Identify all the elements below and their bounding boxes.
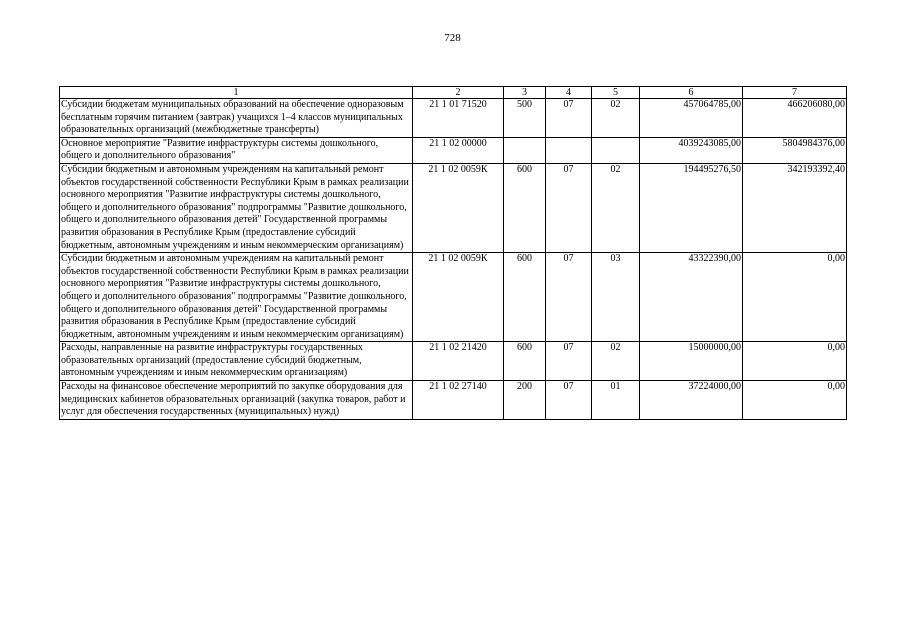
row-col3: 200	[504, 381, 546, 420]
row-amount-7: 5804984376,00	[743, 137, 847, 163]
row-name: Субсидии бюджетным и автономным учреждениям на капитальный ремонт объектов государственной собственности Республики Крым в рамках реализации основного мероприятия "Развитие инфраструктуры системы дошкольного, общего и дополнительного образования" подпрограммы "Развитие дошкольного, общего и дополнительного образования детей" Государственной программы развития образования в Республике Крым (предоставление субсидий бюджетным, автономным учреждениям и иным некоммерческим организациям)	[60, 253, 413, 342]
row-name: Расходы на финансовое обеспечение мероприятий по закупке оборудования для медицинских кабинетов образовательных организаций (закупка товаров, работ и услуг для обеспечения государственных (муниципальных) нужд)	[60, 381, 413, 420]
row-amount-7: 342193392,40	[743, 163, 847, 252]
column-header: 7	[743, 87, 847, 99]
row-col5: 02	[592, 163, 640, 252]
row-amount-6: 37224000,00	[640, 381, 743, 420]
row-name: Основное мероприятие "Развитие инфраструктуры системы дошкольного, общего и дополнительного образования"	[60, 137, 413, 163]
row-name: Субсидии бюджетным и автономным учреждениям на капитальный ремонт объектов государственной собственности Республики Крым в рамках реализации основного мероприятия "Развитие инфраструктуры системы дошкольного, общего и дополнительного образования" подпрограммы "Развитие дошкольного, общего и дополнительного образования детей" Государственной программы развития образования в Республике Крым (предоставление субсидий бюджетным, автономным учреждениям и иным некоммерческим организациям)	[60, 163, 413, 252]
row-code: 21 1 02 27140	[413, 381, 504, 420]
row-amount-6: 43322390,00	[640, 253, 743, 342]
page-number: 728	[444, 32, 461, 44]
row-col4: 07	[546, 342, 592, 381]
row-col5: 01	[592, 381, 640, 420]
table-row	[60, 381, 847, 420]
row-amount-7: 466206080,00	[743, 99, 847, 138]
row-col3: 600	[504, 163, 546, 252]
row-col5: 02	[592, 342, 640, 381]
row-code: 21 1 02 0059К	[413, 253, 504, 342]
row-code: 21 1 02 00000	[413, 137, 504, 163]
row-amount-6: 15000000,00	[640, 342, 743, 381]
row-col3	[504, 137, 546, 163]
table-row	[60, 137, 847, 163]
row-col3: 500	[504, 99, 546, 138]
row-code: 21 1 02 21420	[413, 342, 504, 381]
row-code: 21 1 02 0059К	[413, 163, 504, 252]
row-amount-7: 0,00	[743, 342, 847, 381]
table-row	[60, 342, 847, 381]
column-header: 1	[60, 87, 413, 99]
row-name: Субсидии бюджетам муниципальных образований на обеспечение одноразовым бесплатным горячим питанием (завтрак) учащихся 1–4 классов муниципальных образовательных организаций (межбюджетные трансферты)	[60, 99, 413, 138]
row-col3: 600	[504, 253, 546, 342]
header-row	[60, 87, 847, 99]
row-amount-6: 194495276,50	[640, 163, 743, 252]
row-name: Расходы, направленные на развитие инфраструктуры государственных образовательных организаций (предоставление субсидий бюджетным, автономным учреждениям и иным некоммерческим организациям)	[60, 342, 413, 381]
column-header: 4	[546, 87, 592, 99]
row-col4: 07	[546, 381, 592, 420]
budget-table	[59, 86, 847, 420]
row-col4: 07	[546, 99, 592, 138]
row-code: 21 1 01 71520	[413, 99, 504, 138]
row-col5	[592, 137, 640, 163]
column-header: 5	[592, 87, 640, 99]
row-amount-6: 4039243085,00	[640, 137, 743, 163]
row-col5: 02	[592, 99, 640, 138]
table-row	[60, 253, 847, 342]
column-header: 6	[640, 87, 743, 99]
row-col4: 07	[546, 163, 592, 252]
row-amount-7: 0,00	[743, 253, 847, 342]
column-header: 3	[504, 87, 546, 99]
column-header: 2	[413, 87, 504, 99]
row-col3: 600	[504, 342, 546, 381]
row-col4: 07	[546, 253, 592, 342]
row-col4	[546, 137, 592, 163]
row-amount-6: 457064785,00	[640, 99, 743, 138]
table-row	[60, 163, 847, 252]
table-row	[60, 99, 847, 138]
row-amount-7: 0,00	[743, 381, 847, 420]
row-col5: 03	[592, 253, 640, 342]
